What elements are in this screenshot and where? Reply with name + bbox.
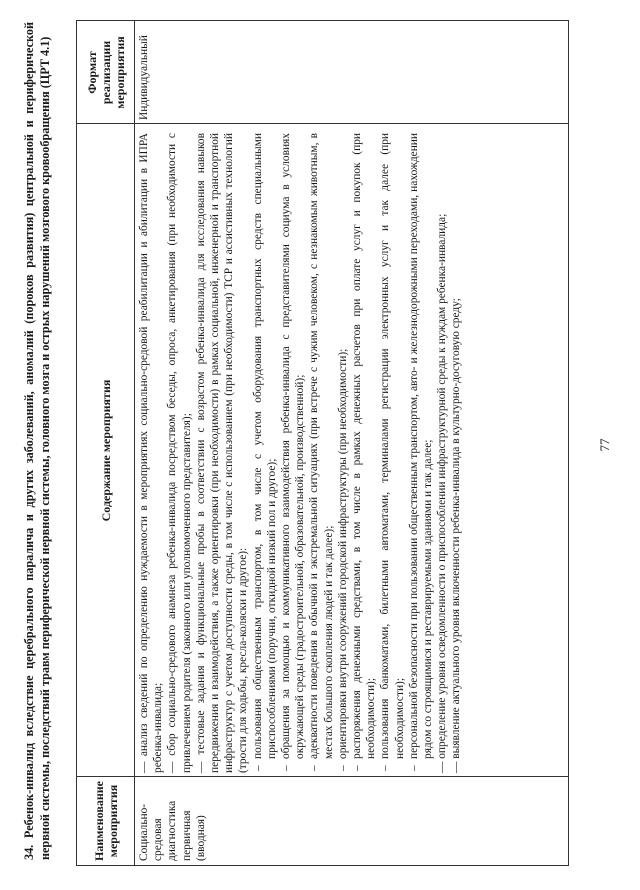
content-paragraph: — выявление актуального уровня включенности ребенка-инвалида в культурно-досуговую среду;: [450, 298, 463, 773]
content-paragraph: — определение уровня осведомленности о приспособлении инфраструктурной среды к нуждам ребенка-инвалида;: [436, 213, 449, 773]
header-name: Наименование мероприятия: [77, 777, 135, 865]
list-item: – распоряжения денежными средствами, в том числе в рамках денежных расчетов при оплате услуг и покупок (при необходимости);: [350, 133, 378, 773]
content-paragraph: — сбор социально-средового анамнеза ребенка-инвалида посредством беседы, опроса, анкетирования (при необходимости с привлечением родителя (законного или уполномоченного представителя);: [166, 133, 193, 773]
list-item: – ориентировки внутри сооружений городской инфраструктуры (при необходимости);: [336, 133, 350, 773]
content-paragraph: — тестовые задания и функциональные пробы в соответствии с возрастом ребенка-инвалида для исследования навыков передвижения и взаимодействия, а также ориентировки (при необходимости) в рамках социальной, инженерной и транспортной инфраструктур с учетом доступности среды, в том числе с использованием (при необходимости) ТСР и ассистивных технологий (трости для ходьбы, кресла-коляски и другое):: [194, 133, 250, 773]
list-item: – обращения за помощью и коммуникативного взаимодействия ребенка-инвалида с представителями социума в условиях окружающей среды (градостроительной, образовательной, производственной);: [279, 133, 307, 773]
column-divider: [77, 776, 568, 777]
content-paragraph: — анализ сведений по определению нуждаемости в мероприятиях социально-средовой реабилитации и абилитации в ИПРА ребенка-инвалида;: [138, 133, 165, 773]
column-divider: [77, 123, 568, 124]
activities-table: [76, 20, 569, 866]
list-item: – персональной безопасности при пользовании общественным транспортом, авто- и железнодорожными переходами, нахождении рядом со строящимися и реставрируемыми зданиями и так далее;: [407, 133, 435, 773]
header-format: Формат реализации мероприятия: [77, 21, 135, 124]
activity-name: Социально-средовая диагностика первичная (вводная): [138, 800, 207, 861]
list-item: – адекватности поведения в обычной и экстремальной ситуациях (при встрече с чужим человеком, с незнакомым животным, в местах большого скопления людей и так далее);: [307, 133, 335, 773]
list-item: – пользования общественным транспортом, в том числе с учетом оборудования транспортных средств специальными приспособлениями (поручни, откидной низкий пол и другое);: [251, 133, 279, 773]
activity-content: [137, 133, 464, 773]
activity-format: Индивидуальный: [138, 35, 150, 120]
list-item: – пользования банкоматами, билетными автоматами, терминалами регистрации электронных услуг и так далее (при необходимости);: [378, 133, 406, 773]
page-number: 77: [597, 438, 612, 452]
header-content: Содержание мероприятия: [77, 124, 135, 777]
test-items-list: [251, 133, 436, 773]
section-heading: 34. Ребенок-инвалид вследствие церебрального паралича и других заболеваний, аномалий (пороков развития) центральной и периферической нервной системы, последствий травм периферической нервной системы, головного мозга и острых нарушений мозгового кровообращения (ЦРТ 4.1): [22, 22, 52, 860]
